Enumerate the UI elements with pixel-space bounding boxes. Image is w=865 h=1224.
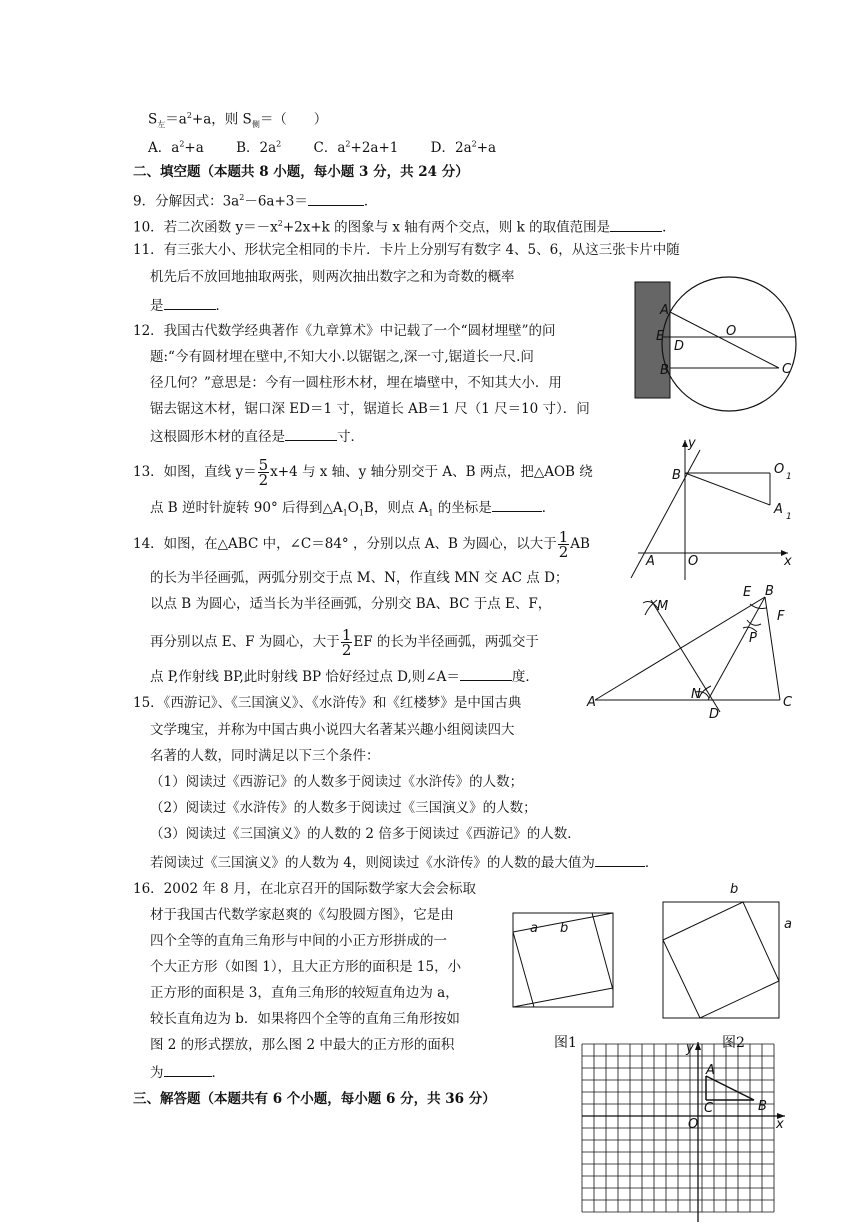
- option-b: B．$2a^2$: [236, 139, 282, 156]
- q16-line7: 图 2 的形式摆放，那么图 2 中最大的正方形的面积: [150, 1037, 455, 1053]
- option-c: C．$a^2+2a+1$: [313, 139, 399, 156]
- q15-condition3: （3）阅读过《三国演义》的人数的 2 倍多于阅读过《西游记》的人数．: [150, 826, 581, 842]
- fraction: $\frac{1}{2}$: [341, 626, 352, 659]
- q15-line2: 文学瑰宝，并称为中国古典小说四大名著某兴趣小组阅读四大: [150, 722, 515, 738]
- answer-blank: [285, 426, 337, 441]
- q8-condition: $S_左=a^2+a$，则 $S_侧=$（ ）: [148, 111, 328, 130]
- answer-blank: [164, 295, 216, 310]
- label-n: N: [691, 687, 701, 702]
- q16-line4: 个大正方形（如图 1），且大正方形的面积是 15，小: [150, 959, 462, 975]
- q8-options: [148, 135, 496, 157]
- q15-line1: 15．《西游记》、《三国演义》、《水浒传》和《红楼梦》是中国古典: [133, 695, 522, 711]
- label-x: x: [776, 1117, 784, 1132]
- answer-blank: [492, 497, 542, 512]
- label-a: a: [530, 921, 538, 936]
- svg-text:1: 1: [786, 472, 792, 482]
- q16-line2: 材于我国古代数学家赵爽的《勾股圆方图》，它是由: [150, 907, 454, 923]
- q16-line1: 16．2002 年 8 月，在北京召开的国际数学家大会会标取: [133, 881, 476, 897]
- label-a: a: [784, 917, 792, 932]
- label-p: P: [749, 631, 757, 646]
- q16-line8: 为 ．: [150, 1062, 225, 1082]
- q15-line3: 名著的人数，同时满足以下三个条件：: [150, 748, 380, 764]
- q9: 9．分解因式：$3a^2-6a+3=$ ．: [133, 189, 377, 211]
- label-b: B: [672, 468, 681, 483]
- fraction: $\frac{5}{2}$: [258, 456, 269, 489]
- label-o1: O: [774, 462, 785, 477]
- label-m: M: [657, 599, 669, 614]
- label-c: C: [783, 695, 793, 710]
- label-c: C: [704, 1101, 714, 1116]
- label-o: O: [688, 554, 699, 569]
- q12-line2: 题:“今有圆材埋在壁中,不知大小.以锯锯之,深一寸,锯道长一尺.问: [150, 349, 534, 365]
- answer-blank: [308, 191, 364, 206]
- q12-line3: 径几何？”意思是：今有一圆柱形木材，埋在墙壁中，不知其大小．用: [150, 375, 562, 391]
- figure-q14-triangle: [585, 580, 800, 720]
- figure-coordinate-grid: [580, 1040, 790, 1224]
- option-d: D．$2a^2+a$: [430, 139, 497, 156]
- figure-q12-circle-wall: [630, 272, 810, 412]
- label-a: A: [660, 303, 669, 318]
- figure1-caption: 图1: [554, 1035, 577, 1051]
- q11-line3: 是 ．: [150, 295, 229, 315]
- q15-condition1: （1）阅读过《西游记》的人数多于阅读过《水浒传》的人数；: [150, 774, 524, 790]
- label-d: D: [709, 707, 720, 722]
- q10: 10．若二次函数 $y=-x^2+2x+k$ 的图象与 x 轴有两个交点，则 k 的取值范围是 ．: [133, 215, 676, 237]
- label-e: E: [743, 585, 752, 600]
- section3-title: 三、解答题（本题共有 6 个小题，每小题 6 分，共 36 分）: [133, 1091, 496, 1107]
- label-a1: A: [774, 502, 783, 517]
- label-a: A: [587, 695, 596, 710]
- label-x: x: [784, 554, 792, 569]
- label-c: C: [782, 362, 792, 377]
- q14-line1: 14．如图，在△ABC 中，∠C＝84° ，分别以点 A、B 为圆心，以大于 $\frac{1}{2}$ AB: [133, 528, 590, 561]
- q14-line3: 以点 B 为圆心，适当长为半径画弧，分别交 BA、BC 于点 E、F，: [150, 596, 552, 612]
- label-b: b: [730, 882, 739, 897]
- q11-line2: 机先后不放回地抽取两张，则两次抽出数字之和为奇数的概率: [150, 269, 515, 285]
- q11-line1: 11．有三张大小、形状完全相同的卡片．卡片上分别写有数字 4、5、6，从这三张卡片中随: [133, 242, 680, 258]
- label-f: F: [777, 609, 785, 624]
- q12-line4: 锯去锯这木材，锯口深 ED＝1 寸，锯道长 AB＝1 尺（1 尺＝10 寸）．问: [150, 401, 590, 417]
- wall: [635, 282, 670, 398]
- answer-blank: [164, 1062, 212, 1077]
- label-b: b: [560, 921, 569, 936]
- q16-line6: 较长直角边为 b．如果将四个全等的直角三角形按如: [150, 1011, 460, 1027]
- section2-title: 二、填空题（本题共 8 小题，每小题 3 分，共 24 分）: [133, 164, 469, 180]
- q13-line2: 点 B 逆时针旋转 90° 后得到$\triangle A_1O_1B$，则点 $A_1$ 的坐标是 ．: [150, 497, 555, 523]
- q12-line1: 12．我国古代数学经典著作《九章算术》中记载了一个“圆材埋壁”的问: [133, 323, 556, 339]
- label-a: A: [646, 554, 655, 569]
- figure2-caption: 图2: [722, 1035, 745, 1051]
- answer-blank: [595, 852, 645, 867]
- label-e: E: [656, 329, 665, 344]
- figure-q13-rotation: [628, 435, 798, 585]
- q13-line1: 13．如图，直线 y＝ $\frac{5}{2}$ x+4 与 x 轴、y 轴分别交于 A、B 两点，把△AOB 绕: [133, 456, 593, 489]
- q12-line5: 这根圆形木材的直径是 寸．: [150, 426, 364, 446]
- q16-line3: 四个全等的直角三角形与中间的小正方形拼成的一: [150, 933, 447, 949]
- label-d: D: [674, 339, 685, 354]
- label-b: B: [758, 1099, 767, 1114]
- label-a: A: [706, 1063, 715, 1078]
- svg-text:1: 1: [786, 512, 792, 522]
- q14-line2: 的长为半径画弧，两弧分别交于点 M、N，作直线 MN 交 AC 点 D；: [150, 570, 569, 586]
- q15-condition2: （2）阅读过《水浒传》的人数多于阅读过《三国演义》的人数；: [150, 800, 537, 816]
- option-a: A．$a^2+a$: [148, 139, 204, 156]
- figure-q16-fig1: [510, 910, 616, 1010]
- answer-blank: [610, 217, 662, 232]
- label-o: O: [688, 1117, 699, 1132]
- figure-q16-fig2: [660, 880, 800, 1035]
- label-o: O: [726, 324, 737, 339]
- fraction: $\frac{1}{2}$: [558, 528, 569, 561]
- q14-line4: 再分别以点 E、F 为圆心，大于 $\frac{1}{2}$ EF 的长为半径画弧，两弧交于: [150, 626, 539, 659]
- label-y: y: [686, 1041, 694, 1056]
- answer-blank: [460, 666, 512, 681]
- label-y: y: [688, 436, 696, 451]
- q16-line5: 正方形的面积是 3，直角三角形的较短直角边为 a，: [150, 985, 459, 1001]
- q15-line7: 若阅读过《三国演义》的人数为 4，则阅读过《水浒传》的人数的最大值为 ．: [150, 852, 658, 872]
- label-b: B: [765, 584, 774, 599]
- label-b: B: [660, 363, 669, 378]
- q14-line5: 点 P,作射线 BP,此时射线 BP 恰好经过点 D,则∠A＝ 度．: [150, 666, 539, 686]
